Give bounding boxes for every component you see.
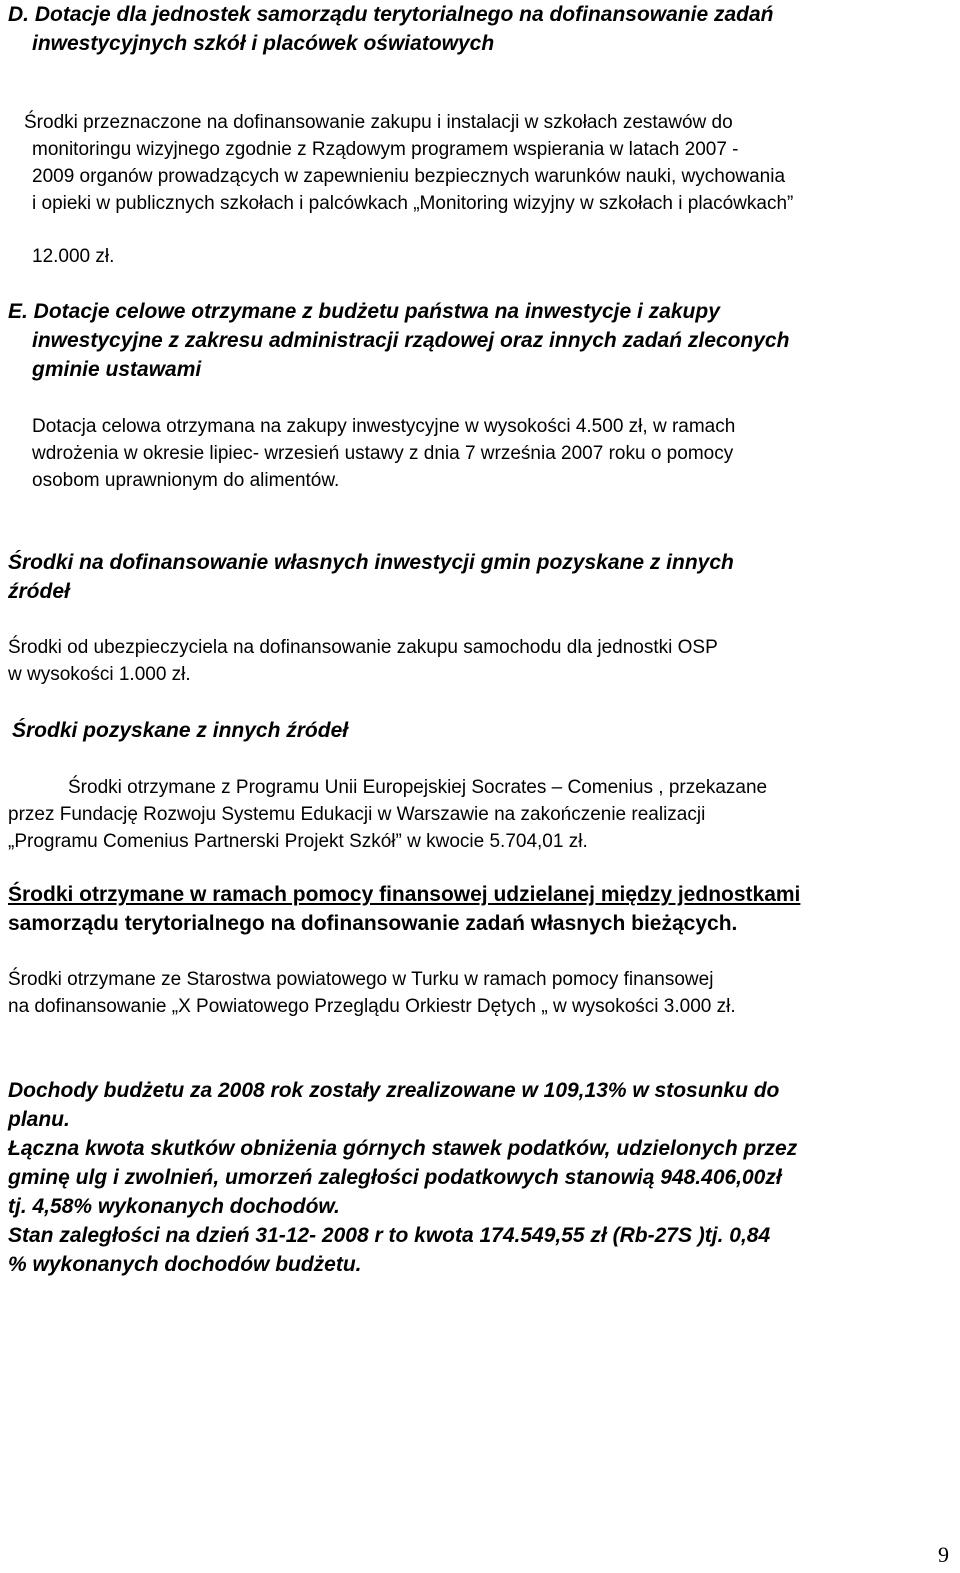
section-d-body-line: Środki przeznaczone na dofinansowanie zakupu i instalacji w szkołach zestawów do: [24, 112, 733, 133]
financial-aid-body-line: na dofinansowanie „X Powiatowego Przeglądu Orkiestr Dętych „ w wysokości 3.000 zł.: [8, 996, 736, 1017]
budget-summary: [8, 1076, 797, 1279]
section-d-heading-line: D. Dotacje dla jednostek samorządu terytorialnego na dofinansowanie zadań: [8, 3, 774, 26]
summary-line: Stan zaległości na dzień 31-12- 2008 r to kwota 174.549,55 zł (Rb-27S )tj. 0,84: [8, 1224, 771, 1247]
summary-line: Dochody budżetu za 2008 rok zostały zrealizowane w 109,13% w stosunku do: [8, 1079, 780, 1102]
summary-line: planu.: [8, 1108, 70, 1131]
section-e-heading: [8, 297, 789, 384]
section-e-heading-line: E. Dotacje celowe otrzymane z budżetu państwa na inwestycje i zakupy: [8, 300, 720, 323]
financial-aid-heading-line: Środki otrzymane w ramach pomocy finansowej udzielanej między jednostkami: [8, 883, 801, 906]
summary-line: gminę ulg i zwolnień, umorzeń zaległości podatkowych stanowią 948.406,00zł: [8, 1166, 782, 1189]
section-d-body: [24, 109, 794, 217]
other-sources-heading: Środki pozyskane z innych źródeł: [12, 719, 349, 742]
section-d-body-line: monitoringu wizyjnego zgodnie z Rządowym programem wspierania w latach 2007 -: [32, 139, 739, 160]
section-e-body-line: wdrożenia w okresie lipiec- wrzesień ustawy z dnia 7 września 2007 roku o pomocy: [32, 443, 734, 464]
section-e-heading-line: gminie ustawami: [32, 358, 202, 381]
financial-aid-body: [8, 966, 736, 1020]
other-sources-body-line: przez Fundację Rozwoju Systemu Edukacji w Warszawie na zakończenie realizacji: [8, 804, 706, 825]
other-sources-body-line: Środki otrzymane z Programu Unii Europejskiej Socrates – Comenius , przekazane: [68, 777, 768, 798]
other-sources-body: [8, 774, 767, 855]
own-investments-heading: [8, 548, 734, 606]
summary-line: % wykonanych dochodów budżetu.: [8, 1253, 362, 1276]
section-d-body-line: i opieki w publicznych szkołach i palcówkach „Monitoring wizyjny w szkołach i placówkach”: [32, 193, 794, 214]
own-investments-body-line: Środki od ubezpieczyciela na dofinansowanie zakupu samochodu dla jednostki OSP: [8, 637, 718, 658]
financial-aid-body-line: Środki otrzymane ze Starostwa powiatowego w Turku w ramach pomocy finansowej: [8, 969, 714, 990]
section-d-heading: [8, 0, 774, 58]
section-d-amount: 12.000 zł.: [32, 246, 115, 267]
page-number: 9: [938, 1542, 949, 1567]
section-e-heading-line: inwestycyjne z zakresu administracji rządowej oraz innych zadań zleconych: [32, 329, 790, 352]
own-investments-body: [8, 634, 718, 688]
summary-line: tj. 4,58% wykonanych dochodów.: [8, 1195, 340, 1218]
own-investments-heading-line: źródeł: [8, 580, 70, 603]
own-investments-heading-line: Środki na dofinansowanie własnych inwestycji gmin pozyskane z innych: [8, 551, 734, 574]
section-e-body-line: osobom uprawnionym do alimentów.: [32, 470, 340, 491]
section-e-body: [32, 413, 735, 494]
summary-line: Łączna kwota skutków obniżenia górnych stawek podatków, udzielonych przez: [8, 1137, 798, 1160]
other-sources-body-line: „Programu Comenius Partnerski Projekt Szkół” w kwocie 5.704,01 zł.: [8, 831, 588, 852]
financial-aid-heading: [8, 880, 800, 938]
financial-aid-heading-line: samorządu terytorialnego na dofinansowanie zadań własnych bieżących.: [8, 912, 738, 935]
section-e-body-line: Dotacja celowa otrzymana na zakupy inwestycyjne w wysokości 4.500 zł, w ramach: [32, 416, 736, 437]
own-investments-body-line: w wysokości 1.000 zł.: [8, 664, 191, 685]
section-d-body-line: 2009 organów prowadzących w zapewnieniu bezpiecznych warunków nauki, wychowania: [32, 166, 786, 187]
section-d-heading-line: inwestycyjnych szkół i placówek oświatowych: [32, 32, 495, 55]
